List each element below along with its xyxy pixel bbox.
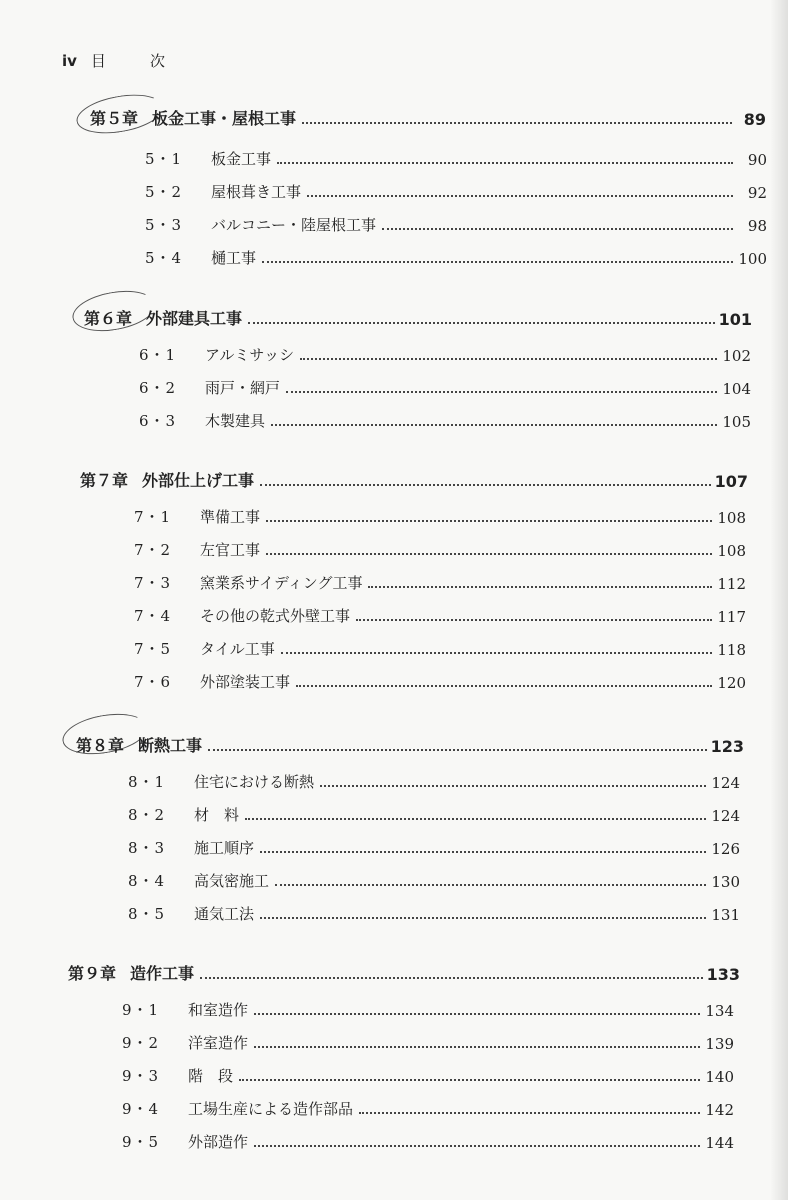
- dot-leader: [245, 817, 706, 820]
- section-page: 124: [711, 807, 740, 825]
- section-number: 9・5: [122, 1133, 160, 1151]
- section-title: 左官工事: [200, 541, 261, 559]
- chapter-heading: [68, 961, 194, 984]
- section-number: 9・1: [122, 1001, 160, 1019]
- section-number: 9・2: [122, 1034, 160, 1052]
- section-title: 住宅における断熱: [194, 773, 315, 791]
- section-page: 108: [717, 509, 746, 527]
- chapter-entry[interactable]: [76, 724, 744, 756]
- section-entry[interactable]: [134, 627, 746, 659]
- running-title-2: 次: [149, 52, 165, 70]
- dot-leader: [359, 1111, 700, 1114]
- dot-leader: [266, 552, 712, 555]
- chapter-page: 123: [710, 737, 744, 756]
- section-number: 7・6: [134, 673, 172, 691]
- section-entry[interactable]: [122, 1087, 734, 1119]
- section-number: 9・3: [122, 1067, 160, 1085]
- dot-leader: [286, 390, 717, 393]
- section-page: 139: [705, 1035, 734, 1053]
- section-entry[interactable]: [145, 236, 767, 268]
- section-entry[interactable]: [134, 594, 746, 626]
- section-number: 8・2: [128, 806, 166, 824]
- section-entry[interactable]: [134, 528, 746, 560]
- section-number: 5・3: [145, 216, 183, 234]
- chapter-title: 板金工事・屋根工事: [152, 109, 297, 128]
- section-number: 8・4: [128, 872, 166, 890]
- page-folio: iv: [62, 52, 77, 70]
- dot-leader: [320, 784, 706, 787]
- section-page: 117: [717, 608, 746, 626]
- section-number: 5・2: [145, 183, 183, 201]
- dot-leader: [296, 684, 712, 687]
- section-number: 7・4: [134, 607, 172, 625]
- section-title: タイル工事: [200, 640, 275, 658]
- section-page: 118: [717, 641, 746, 659]
- section-number: 7・2: [134, 541, 172, 559]
- dot-leader: [382, 227, 733, 230]
- section-page: 105: [722, 413, 751, 431]
- dot-leader: [262, 260, 733, 263]
- chapter-entry[interactable]: [80, 459, 748, 491]
- section-number: 8・3: [128, 839, 166, 857]
- section-entry[interactable]: [145, 203, 767, 235]
- page-edge-shadow: [770, 0, 788, 1200]
- section-entry[interactable]: [134, 561, 746, 593]
- section-number: 8・5: [128, 905, 166, 923]
- section-number: 7・5: [134, 640, 172, 658]
- dot-leader: [260, 850, 706, 853]
- dot-leader: [254, 1144, 700, 1147]
- section-page: 108: [717, 542, 746, 560]
- section-page: 100: [738, 250, 767, 268]
- section-title: 通気工法: [194, 905, 255, 923]
- running-head: [62, 50, 165, 71]
- section-title: 板金工事: [211, 150, 272, 168]
- section-entry[interactable]: [128, 760, 740, 792]
- dot-leader: [200, 976, 703, 979]
- section-title: 工場生産による造作部品: [188, 1100, 354, 1118]
- section-number: 7・3: [134, 574, 172, 592]
- section-page: 124: [711, 774, 740, 792]
- chapter-label: 第６章: [84, 309, 133, 328]
- section-title: 木製建具: [205, 412, 266, 430]
- dot-leader: [275, 883, 706, 886]
- section-title: その他の乾式外壁工事: [200, 607, 351, 625]
- section-page: 126: [711, 840, 740, 858]
- section-page: 142: [705, 1101, 734, 1119]
- section-title: 材 料: [194, 806, 240, 824]
- section-number: 7・1: [134, 508, 172, 526]
- section-number: 5・1: [145, 150, 183, 168]
- chapter-heading: [90, 106, 296, 129]
- section-page: 131: [711, 906, 740, 924]
- chapter-heading: [84, 306, 242, 329]
- chapter-page: 133: [706, 965, 740, 984]
- dot-leader: [271, 423, 717, 426]
- dot-leader: [277, 161, 733, 164]
- section-page: 98: [747, 217, 767, 235]
- section-entry[interactable]: [128, 826, 740, 858]
- dot-leader: [254, 1045, 700, 1048]
- section-number: 6・1: [139, 346, 177, 364]
- section-title: 外部造作: [188, 1133, 249, 1151]
- section-entry[interactable]: [134, 495, 746, 527]
- chapter-page: 101: [718, 310, 752, 329]
- chapter-title: 外部建具工事: [146, 309, 243, 328]
- section-title: 施工順序: [194, 839, 255, 857]
- dot-leader: [260, 483, 711, 486]
- dot-leader: [356, 618, 712, 621]
- section-title: バルコニー・陸屋根工事: [211, 216, 377, 234]
- chapter-entry[interactable]: [84, 297, 752, 329]
- section-entry[interactable]: [145, 137, 767, 169]
- section-entry[interactable]: [139, 333, 751, 365]
- section-entry[interactable]: [128, 793, 740, 825]
- dot-leader: [307, 194, 733, 197]
- section-page: 92: [747, 184, 767, 202]
- chapter-page: 107: [714, 472, 748, 491]
- chapter-label: 第７章: [80, 471, 129, 490]
- section-title: 雨戸・網戸: [205, 379, 281, 397]
- section-title: 窯業系サイディング工事: [200, 574, 363, 592]
- section-title: 高気密施工: [194, 872, 270, 890]
- dot-leader: [266, 519, 712, 522]
- chapter-heading: [80, 468, 254, 491]
- section-number: 9・4: [122, 1100, 160, 1118]
- section-number: 8・1: [128, 773, 166, 791]
- dot-leader: [254, 1012, 700, 1015]
- section-title: 外部塗装工事: [200, 673, 291, 691]
- chapter-page: 89: [743, 110, 766, 129]
- chapter-title: 外部仕上げ工事: [142, 471, 255, 490]
- section-page: 130: [711, 873, 740, 891]
- section-page: 102: [722, 347, 751, 365]
- section-page: 120: [717, 674, 746, 692]
- section-title: 準備工事: [200, 508, 261, 526]
- section-page: 112: [717, 575, 746, 593]
- section-title: 和室造作: [188, 1001, 249, 1019]
- section-entry[interactable]: [139, 399, 751, 431]
- dot-leader: [302, 121, 732, 124]
- section-entry[interactable]: [122, 1021, 734, 1053]
- running-title-1: 目: [90, 52, 106, 70]
- section-title: 樋工事: [211, 249, 257, 267]
- dot-leader: [208, 748, 707, 751]
- section-entry[interactable]: [128, 892, 740, 924]
- section-entry[interactable]: [122, 1054, 734, 1086]
- chapter-title: 断熱工事: [138, 736, 203, 755]
- chapter-heading: [76, 733, 202, 756]
- section-title: 階 段: [188, 1067, 234, 1085]
- section-entry[interactable]: [145, 170, 767, 202]
- section-entry[interactable]: [122, 988, 734, 1020]
- dot-leader: [248, 321, 715, 324]
- section-number: 6・3: [139, 412, 177, 430]
- chapter-label: 第８章: [76, 736, 125, 755]
- section-entry[interactable]: [139, 366, 751, 398]
- section-page: 134: [705, 1002, 734, 1020]
- section-entry[interactable]: [122, 1120, 734, 1152]
- chapter-title: 造作工事: [130, 964, 195, 983]
- section-entry[interactable]: [128, 859, 740, 891]
- chapter-label: 第５章: [90, 109, 139, 128]
- section-title: アルミサッシ: [205, 346, 295, 364]
- dot-leader: [260, 916, 706, 919]
- section-page: 140: [705, 1068, 734, 1086]
- section-page: 104: [722, 380, 751, 398]
- chapter-entry[interactable]: [90, 97, 766, 129]
- section-number: 5・4: [145, 249, 183, 267]
- dot-leader: [300, 357, 717, 360]
- dot-leader: [281, 651, 712, 654]
- section-number: 6・2: [139, 379, 177, 397]
- section-title: 洋室造作: [188, 1034, 249, 1052]
- section-title: 屋根葺き工事: [211, 183, 302, 201]
- chapter-entry[interactable]: [68, 952, 740, 984]
- chapter-label: 第９章: [68, 964, 117, 983]
- section-page: 144: [705, 1134, 734, 1152]
- section-entry[interactable]: [134, 660, 746, 692]
- dot-leader: [368, 585, 712, 588]
- dot-leader: [239, 1078, 700, 1081]
- section-page: 90: [747, 151, 767, 169]
